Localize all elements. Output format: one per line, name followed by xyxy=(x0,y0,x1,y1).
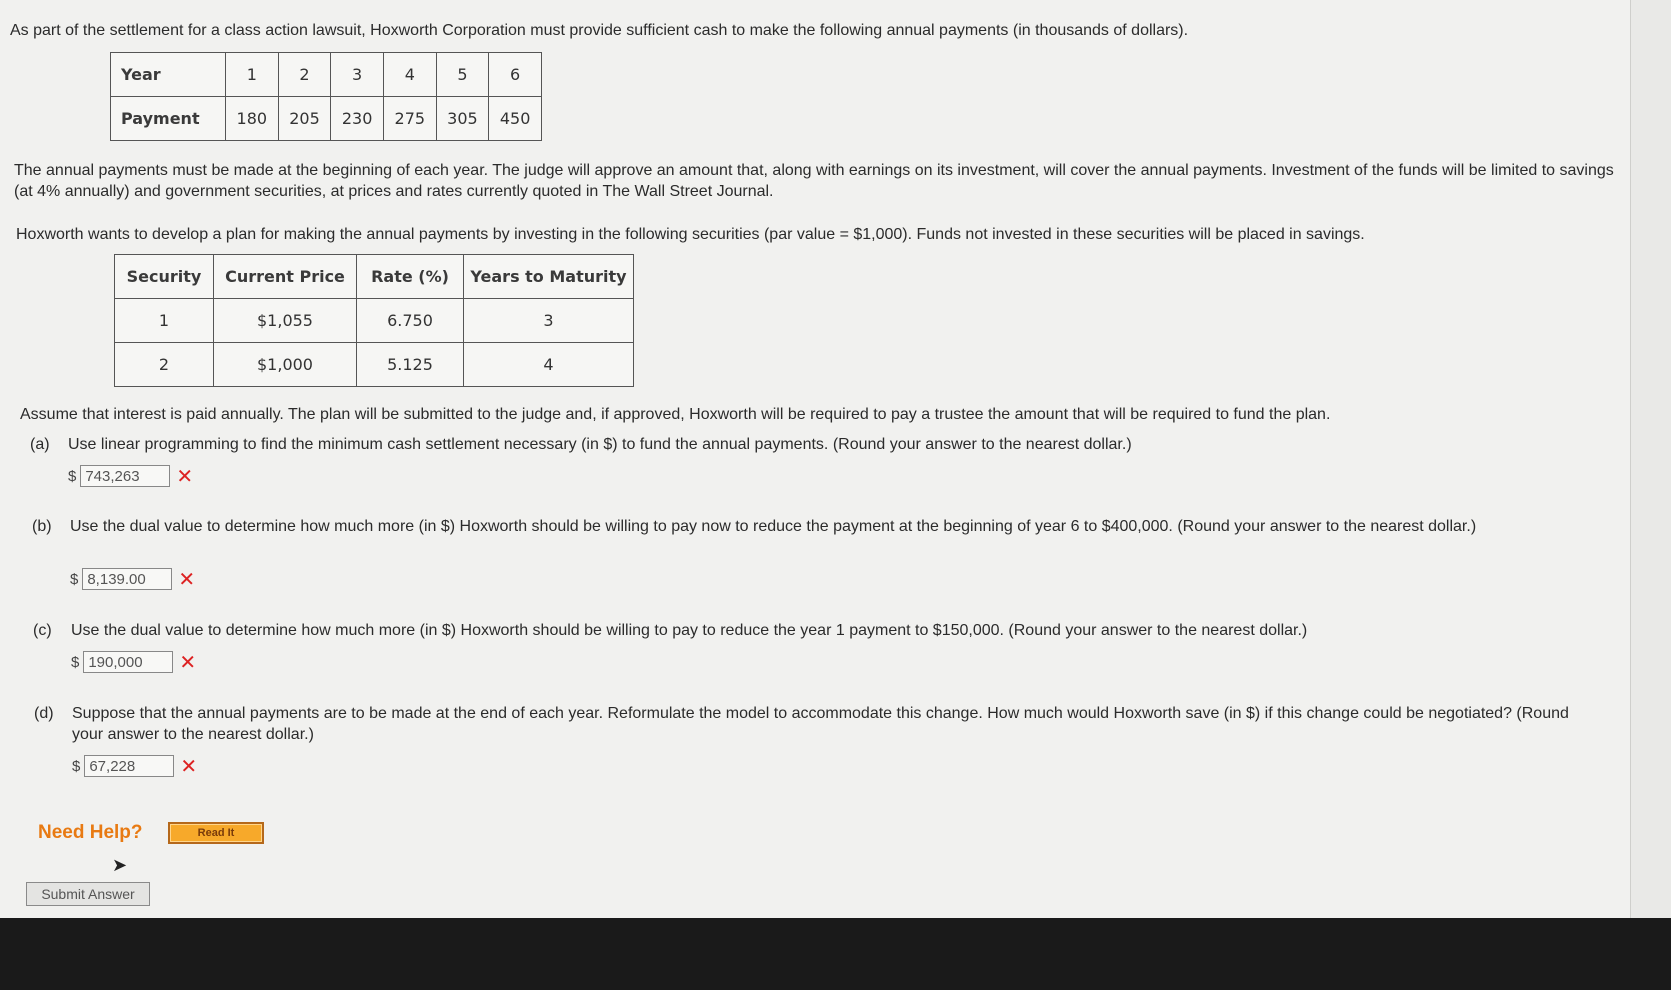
answer-b-row xyxy=(70,566,195,592)
need-help-label: Need Help? xyxy=(38,822,143,843)
question-d-label: (d) xyxy=(34,705,54,722)
question-b-text: Use the dual value to determine how much more (in $) Hoxworth should be willing to pay now to reduce the payment at the beginning of year 6 to $400,000. (Round your answer to the nearest dollar.) xyxy=(70,518,1477,535)
question-c-text: Use the dual value to determine how much more (in $) Hoxworth should be willing to pay to reduce the year 1 payment to $150,000. (Round your answer to the nearest dollar.) xyxy=(71,622,1308,639)
col-security: Security xyxy=(115,255,214,299)
question-a-label: (a) xyxy=(30,436,50,453)
incorrect-icon: ✕ xyxy=(179,650,197,674)
mouse-cursor-icon: ➤ xyxy=(112,855,128,875)
incorrect-icon: ✕ xyxy=(180,754,198,778)
answer-d-input[interactable]: 67,228 xyxy=(84,755,174,777)
year-cell: 6 xyxy=(489,53,542,97)
payment-cell: 305 xyxy=(436,97,489,141)
table-row xyxy=(115,299,634,343)
col-rate: Rate (%) xyxy=(357,255,464,299)
year-cell: 5 xyxy=(436,53,489,97)
table-row xyxy=(115,343,634,387)
question-b-label: (b) xyxy=(32,518,52,535)
payments-table xyxy=(110,52,542,141)
col-years-to-maturity: Years to Maturity xyxy=(464,255,634,299)
submit-answer-button[interactable]: Submit Answer xyxy=(26,882,150,906)
year-cell: 4 xyxy=(383,53,436,97)
payment-cell: 230 xyxy=(331,97,384,141)
securities-table xyxy=(114,254,634,387)
answer-c-row xyxy=(71,649,196,675)
price-cell: $1,000 xyxy=(214,343,357,387)
maturity-cell: 3 xyxy=(464,299,634,343)
rate-cell: 6.750 xyxy=(357,299,464,343)
dollar-sign: $ xyxy=(70,570,79,588)
payment-cell: 180 xyxy=(226,97,279,141)
question-d-text: Suppose that the annual payments are to be made at the end of each year. Reformulate the model to accommodate this change. How much would Hoxworth save (in $) if this change could be negotiated? (Round your answer to the nearest dollar.) xyxy=(72,705,1569,743)
price-cell: $1,055 xyxy=(214,299,357,343)
answer-b-input[interactable]: 8,139.00 xyxy=(82,568,172,590)
question-a-text: Use linear programming to find the minimum cash settlement necessary (in $) to fund the annual payments. (Round your answer to the nearest dollar.) xyxy=(68,436,1132,453)
year-header: Year xyxy=(111,53,226,97)
security-cell: 2 xyxy=(115,343,214,387)
col-current-price: Current Price xyxy=(214,255,357,299)
paragraph-4: Assume that interest is paid annually. The plan will be submitted to the judge and, if approved, Hoxworth will be required to pay a trustee the amount that will be required to fund the plan. xyxy=(20,406,1331,423)
question-c-label: (c) xyxy=(33,622,52,639)
paragraph-2: The annual payments must be made at the beginning of each year. The judge will approve an amount that, along with earnings on its investment, will cover the annual payments. Investment of the funds will be limited to savings (at 4% annually) and government securities, at prices and rates currently quoted in The Wall Street Journal. xyxy=(14,162,1614,200)
year-cell: 3 xyxy=(331,53,384,97)
answer-a-row xyxy=(68,463,193,489)
security-cell: 1 xyxy=(115,299,214,343)
year-cell: 2 xyxy=(278,53,331,97)
paragraph-3: Hoxworth wants to develop a plan for making the annual payments by investing in the following securities (par value = $1,000). Funds not invested in these securities will be placed in savings. xyxy=(16,226,1365,243)
dollar-sign: $ xyxy=(68,467,77,485)
year-cell: 1 xyxy=(226,53,279,97)
payment-header: Payment xyxy=(111,97,226,141)
answer-d-row xyxy=(72,753,197,779)
bottom-bar xyxy=(0,918,1671,990)
payment-cell: 450 xyxy=(489,97,542,141)
dollar-sign: $ xyxy=(71,653,80,671)
payment-cell: 205 xyxy=(278,97,331,141)
incorrect-icon: ✕ xyxy=(176,464,194,488)
payment-cell: 275 xyxy=(383,97,436,141)
year-row xyxy=(111,53,542,97)
maturity-cell: 4 xyxy=(464,343,634,387)
read-it-button[interactable]: Read It xyxy=(168,822,264,844)
intro-text: As part of the settlement for a class action lawsuit, Hoxworth Corporation must provide sufficient cash to make the following annual payments (in thousands of dollars). xyxy=(10,22,1189,39)
rate-cell: 5.125 xyxy=(357,343,464,387)
answer-a-input[interactable]: 743,263 xyxy=(80,465,170,487)
securities-header-row xyxy=(115,255,634,299)
incorrect-icon: ✕ xyxy=(178,567,196,591)
dollar-sign: $ xyxy=(72,757,81,775)
payment-row xyxy=(111,97,542,141)
answer-c-input[interactable]: 190,000 xyxy=(83,651,173,673)
